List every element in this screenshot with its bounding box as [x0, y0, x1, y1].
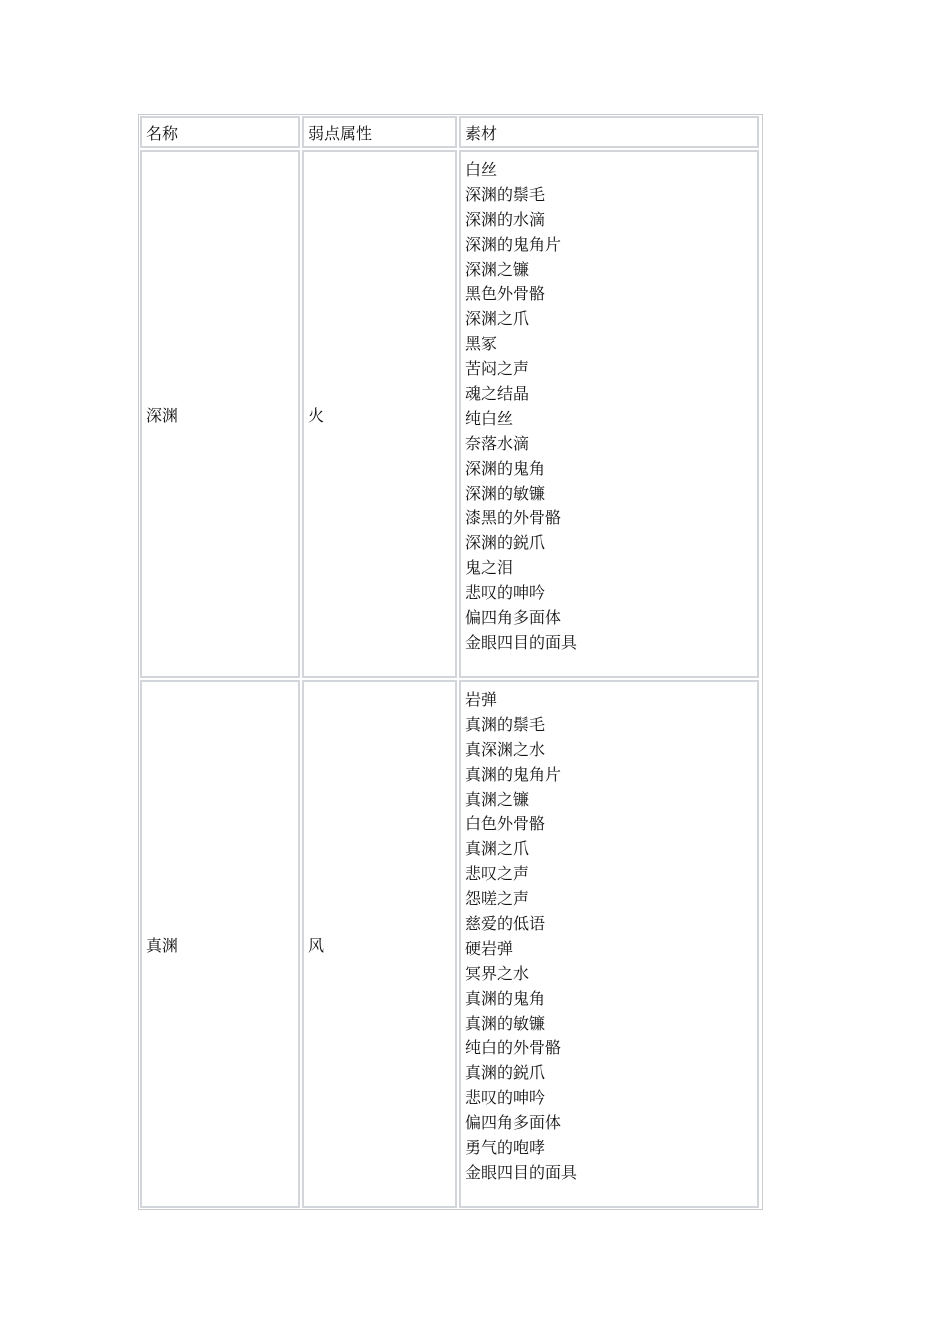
- table-row: [139, 149, 762, 679]
- material-item: 深渊的鬼角片: [465, 234, 562, 254]
- material-item: 金眼四目的面具: [465, 632, 578, 652]
- materials-list: [465, 152, 753, 656]
- materials-list: [465, 682, 753, 1186]
- material-item: 鬼之泪: [465, 558, 514, 578]
- header-weakness: 弱点属性: [302, 116, 457, 148]
- material-item: 白丝: [465, 160, 498, 179]
- material-item: 冥界之水: [465, 963, 530, 983]
- material-item: 深渊的鋭爪: [465, 533, 546, 553]
- row-weakness: 火: [302, 150, 457, 678]
- material-item: 白色外骨骼: [465, 814, 546, 834]
- table-row: [139, 679, 762, 1209]
- material-item: 真渊的鬼角: [465, 988, 546, 1008]
- material-item: 勇气的咆哮: [465, 1138, 546, 1158]
- row-materials: [459, 150, 759, 678]
- material-item: 金眼四目的面具: [465, 1162, 578, 1182]
- material-item: 真渊的鋭爪: [465, 1063, 546, 1083]
- material-item: 深渊之镰: [465, 259, 530, 279]
- material-item: 悲叹之声: [465, 864, 530, 884]
- material-item: 深渊之爪: [465, 309, 530, 329]
- materials-table: [138, 114, 763, 1210]
- material-item: 深渊的鬼角: [465, 458, 546, 478]
- header-materials: 素材: [459, 116, 759, 148]
- material-item: 怨嗟之声: [465, 889, 530, 909]
- material-item: 奈落水滴: [465, 433, 530, 453]
- material-item: 悲叹的呻吟: [465, 583, 546, 603]
- header-name: 名称: [140, 116, 300, 148]
- material-item: 慈爱的低语: [465, 914, 546, 934]
- material-item: 黑冢: [465, 334, 498, 354]
- material-item: 偏四角多面体: [465, 608, 562, 628]
- material-item: 深渊的鬃毛: [465, 184, 546, 204]
- row-materials: [459, 680, 759, 1208]
- material-item: 悲叹的呻吟: [465, 1088, 546, 1108]
- material-item: 魂之结晶: [465, 384, 530, 404]
- row-name: 真渊: [140, 680, 300, 1208]
- material-item: 深渊的水滴: [465, 209, 546, 229]
- material-item: 真深渊之水: [465, 739, 546, 759]
- material-item: 纯白丝: [465, 408, 514, 428]
- material-item: 真渊之爪: [465, 839, 530, 859]
- table-header-row: [139, 115, 762, 149]
- material-item: 真渊的敏镰: [465, 1013, 546, 1033]
- material-item: 漆黑的外骨骼: [465, 508, 562, 528]
- material-item: 真渊的鬼角片: [465, 764, 562, 784]
- material-item: 岩弹: [465, 690, 498, 709]
- material-item: 黑色外骨骼: [465, 284, 546, 304]
- material-item: 硬岩弹: [465, 938, 514, 958]
- row-weakness: 风: [302, 680, 457, 1208]
- row-name: 深渊: [140, 150, 300, 678]
- material-item: 真渊之镰: [465, 789, 530, 809]
- material-item: 深渊的敏镰: [465, 483, 546, 503]
- material-item: 偏四角多面体: [465, 1113, 562, 1133]
- material-item: 纯白的外骨骼: [465, 1038, 562, 1058]
- material-item: 苦闷之声: [465, 359, 530, 379]
- material-item: 真渊的鬃毛: [465, 714, 546, 734]
